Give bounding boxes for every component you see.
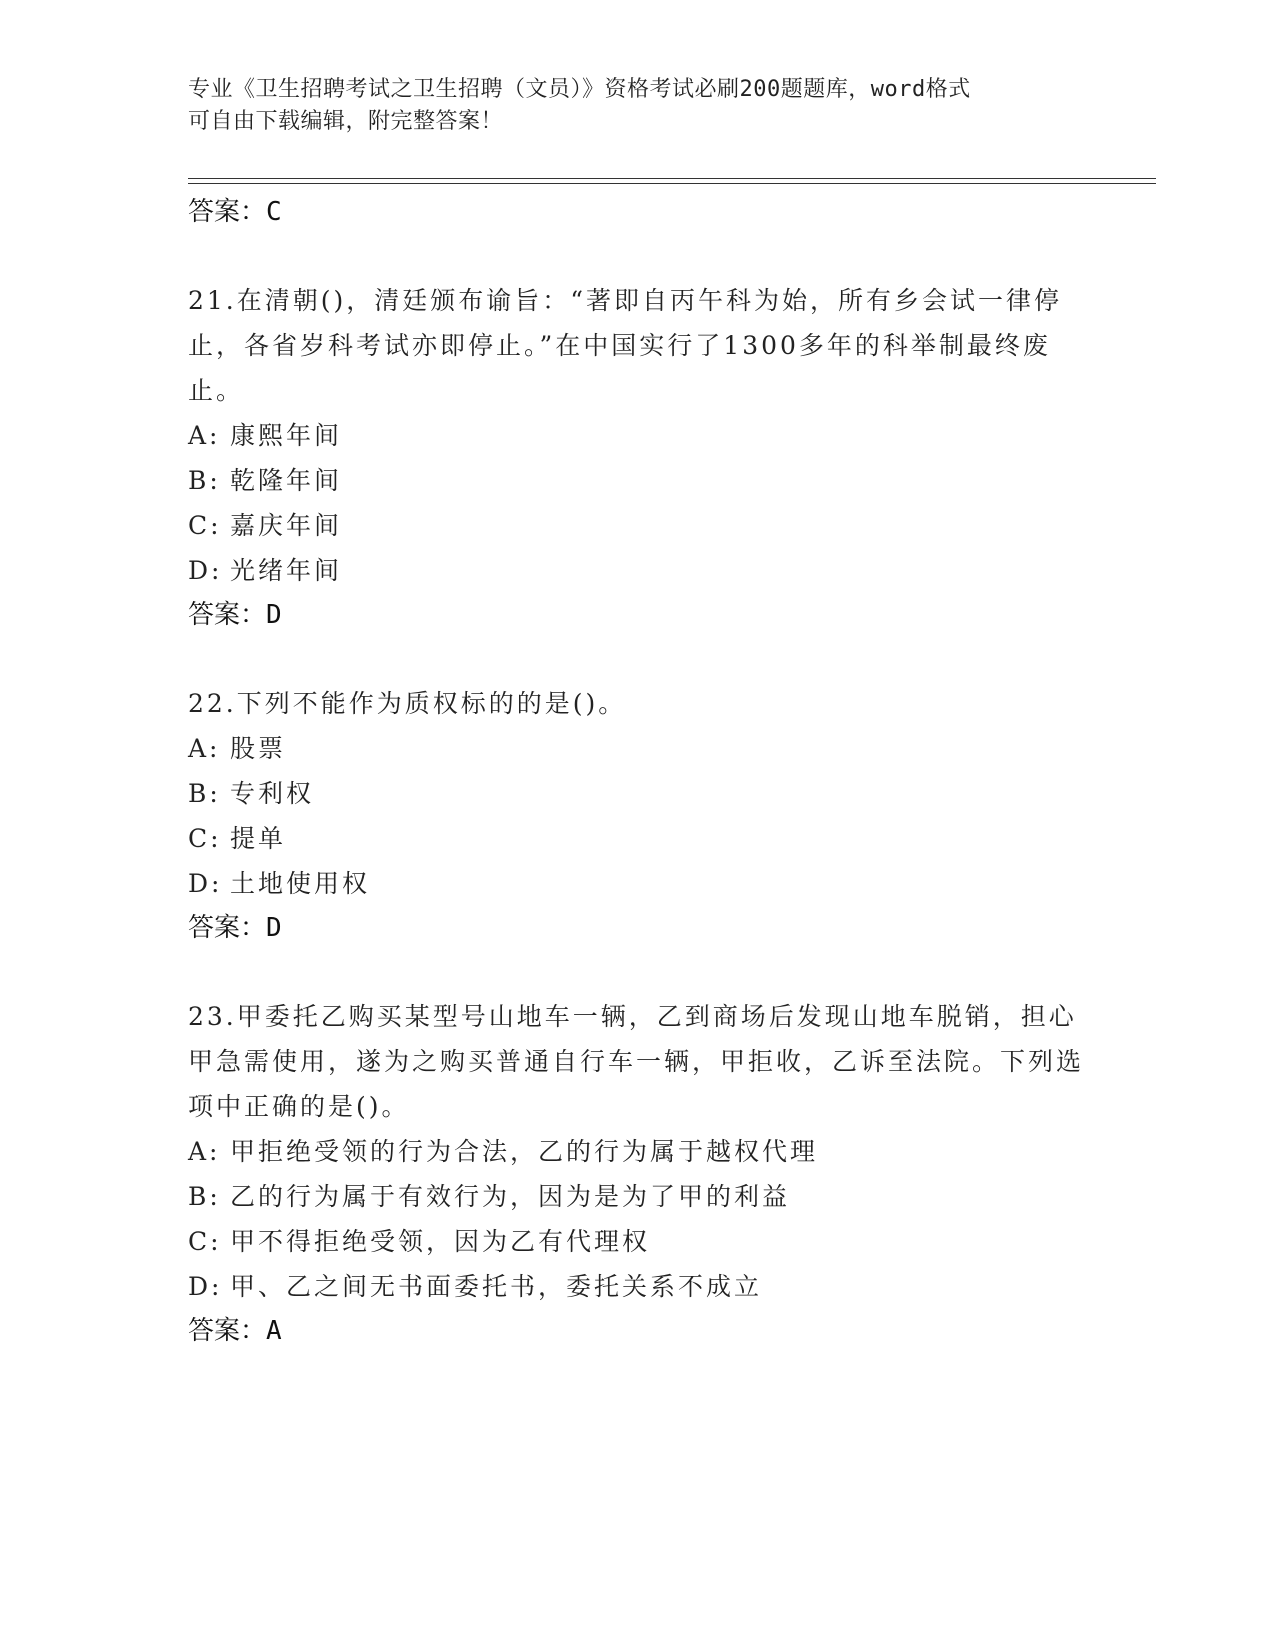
question-21 [188,278,1088,413]
option-text: 乾隆年间 [230,466,343,495]
option-d [188,861,1088,906]
option-a [188,726,1088,771]
option-label: C: [188,511,222,540]
question-body: 在清朝()，清廷颁布谕旨：“著即自丙午科为始，所有乡会试一律停止，各省岁科考试亦即停止。”在中国实行了1300多年的科举制最终废止。 [188,286,1063,405]
option-text: 专利权 [230,779,315,808]
header-line-2: 可自由下载编辑，附完整答案！ [188,109,504,134]
answer-prefix: 答案： [188,600,267,630]
option-label: A: [188,1137,221,1166]
option-text: 嘉庆年间 [230,511,343,540]
option-label: C: [188,824,222,853]
previous-answer [188,190,1088,234]
question-text [188,994,1088,1129]
option-label: A: [188,734,221,763]
option-text: 康熙年间 [230,421,343,450]
option-label: A: [188,421,221,450]
answer-prefix: 答案： [188,913,267,943]
header-divider-bottom [188,183,1156,184]
question-text [188,681,1088,726]
option-text: 甲不得拒绝受领，因为乙有代理权 [230,1227,651,1256]
option-text: 甲、乙之间无书面委托书，委托关系不成立 [230,1272,763,1301]
answer-letter: C [266,197,282,227]
header-line-1: 专业《卫生招聘考试之卫生招聘（文员）》资格考试必刷200题题库，word格式 [188,77,971,102]
question-number: 22. [188,689,237,718]
option-b [188,771,1088,816]
option-label: B: [188,1182,221,1211]
question-text [188,278,1088,413]
answer-letter: D [266,600,282,630]
option-text: 土地使用权 [230,869,371,898]
option-label: D: [188,1272,223,1301]
option-text: 股票 [230,734,287,763]
option-text: 乙的行为属于有效行为，因为是为了甲的利益 [230,1182,791,1211]
question-body: 甲委托乙购买某型号山地车一辆，乙到商场后发现山地车脱销，担心甲急需使用，遂为之购买普通自行车一辆，甲拒收，乙诉至法院。下列选项中正确的是()。 [188,1002,1085,1121]
answer-21 [188,593,1088,637]
option-label: B: [188,779,221,808]
option-c [188,816,1088,861]
question-22 [188,681,1088,726]
option-label: B: [188,466,221,495]
answer-prefix: 答案： [188,1316,267,1346]
answer-prefix: 答案： [188,197,267,227]
option-c [188,1219,1088,1264]
question-number: 21. [188,286,237,315]
header-divider-top [188,178,1156,179]
answer-letter: A [266,1316,282,1346]
option-label: C: [188,1227,222,1256]
option-d [188,1264,1088,1309]
answer-22 [188,906,1088,950]
option-text: 提单 [230,824,287,853]
document-header [188,74,1068,138]
option-label: D: [188,556,223,585]
question-list [188,190,1088,1353]
option-text: 甲拒绝受领的行为合法，乙的行为属于越权代理 [230,1137,819,1166]
option-c [188,503,1088,548]
option-d [188,548,1088,593]
option-text: 光绪年间 [230,556,343,585]
option-label: D: [188,869,223,898]
question-number: 23. [188,1002,237,1031]
answer-23 [188,1309,1088,1353]
answer-letter: D [266,913,282,943]
option-a [188,1129,1088,1174]
question-body: 下列不能作为质权标的的是()。 [236,689,627,718]
option-b [188,1174,1088,1219]
option-a [188,413,1088,458]
question-23 [188,994,1088,1129]
option-b [188,458,1088,503]
